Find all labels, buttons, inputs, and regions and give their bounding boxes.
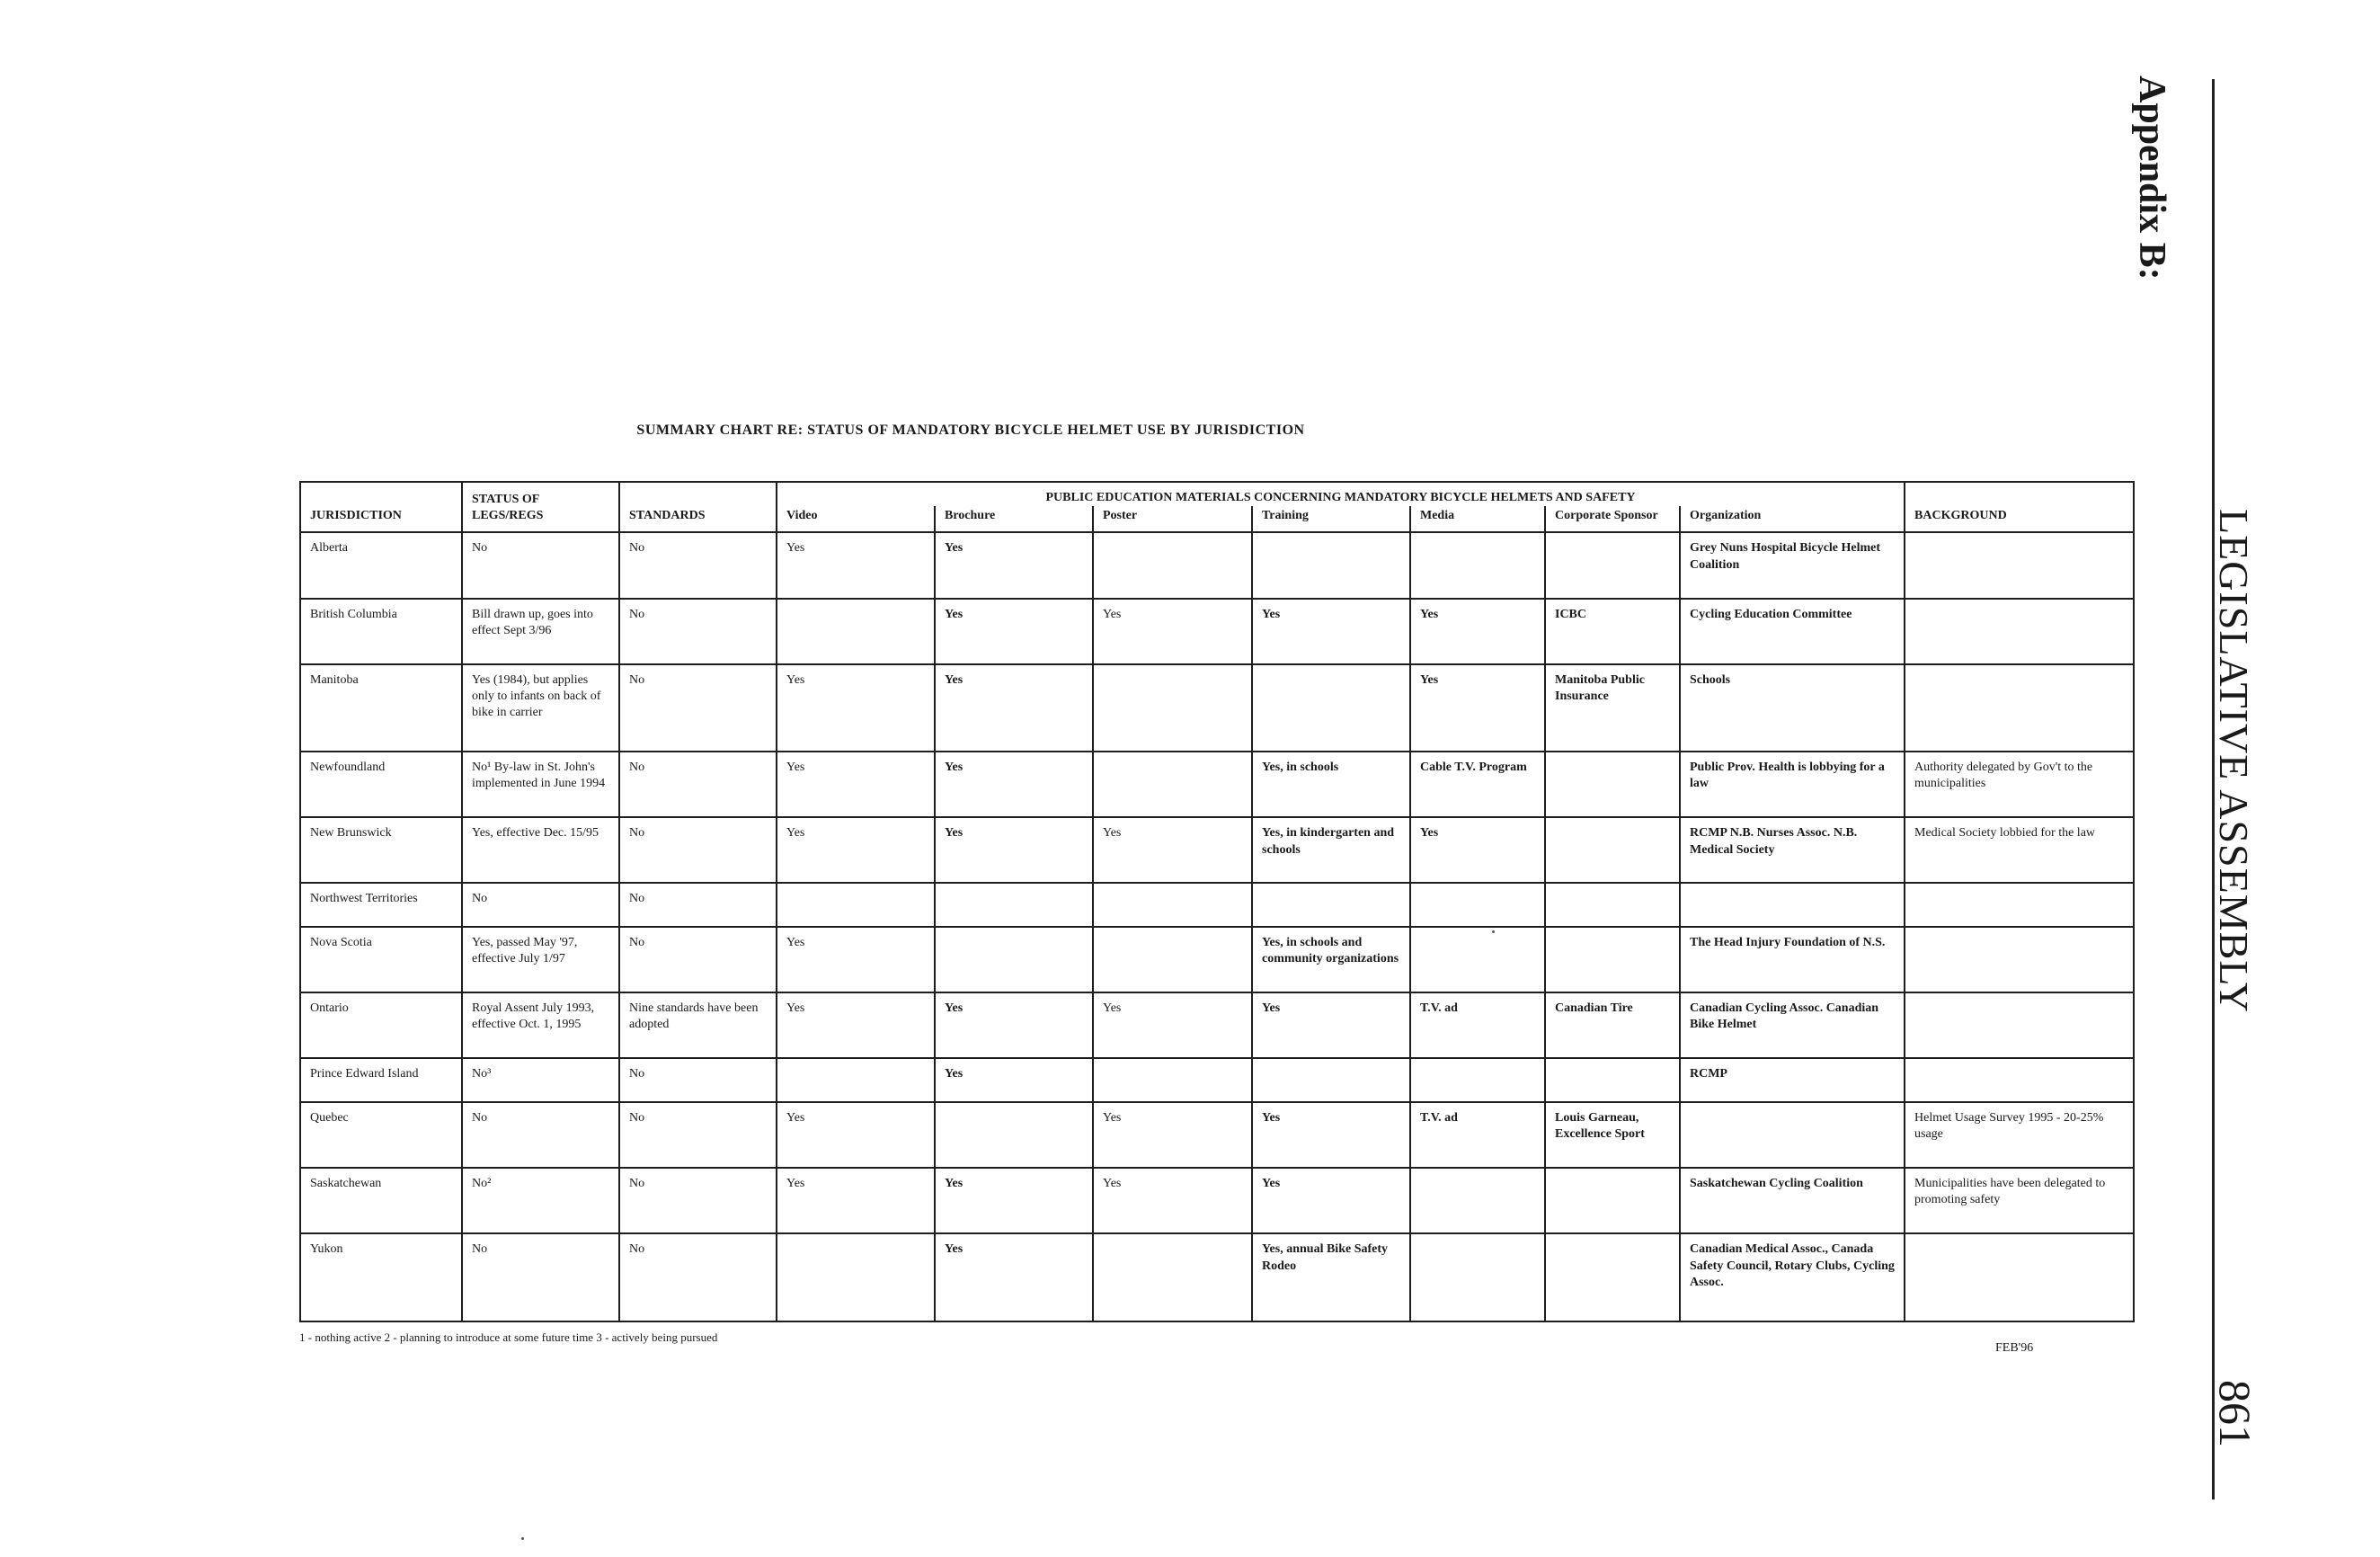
cell-background: Medical Society lobbied for the law (1905, 817, 2134, 883)
footnote: 1 - nothing active 2 - planning to introduce at some future time 3 - actively being pursued (299, 1330, 718, 1344)
cell-background: Helmet Usage Survey 1995 - 20-25% usage (1905, 1102, 2134, 1168)
cell-media: T.V. ad (1410, 992, 1545, 1058)
cell-media: Yes (1410, 817, 1545, 883)
cell-poster: Yes (1093, 817, 1252, 883)
cell-sponsor (1545, 927, 1680, 992)
cell-poster (1093, 1058, 1252, 1102)
cell-video: Yes (777, 992, 935, 1058)
header-status: STATUS OF LEGS/REGS (462, 482, 619, 532)
cell-jurisdiction: Quebec (300, 1102, 462, 1168)
summary-table (299, 481, 2135, 1322)
cell-brochure: Yes (935, 599, 1093, 664)
cell-organization: Grey Nuns Hospital Bicycle Helmet Coalition (1680, 532, 1905, 598)
cell-sponsor (1545, 1233, 1680, 1321)
cell-sponsor (1545, 883, 1680, 927)
cell-poster (1093, 532, 1252, 598)
cell-brochure: Yes (935, 817, 1093, 883)
cell-status: No² (462, 1168, 619, 1233)
cell-status: No (462, 1233, 619, 1321)
cell-training (1252, 1058, 1410, 1102)
cell-standards: No (619, 1102, 777, 1168)
header-public-education: PUBLIC EDUCATION MATERIALS CONCERNING MANDATORY BICYCLE HELMETS AND SAFETY (777, 482, 1905, 506)
cell-poster (1093, 1233, 1252, 1321)
cell-media (1410, 883, 1545, 927)
cell-standards: No (619, 1058, 777, 1102)
table-row (300, 1102, 2134, 1168)
header-organization: Organization (1680, 506, 1905, 532)
cell-poster: Yes (1093, 1168, 1252, 1233)
cell-standards: No (619, 927, 777, 992)
cell-brochure: Yes (935, 532, 1093, 598)
cell-training (1252, 883, 1410, 927)
table-row (300, 927, 2134, 992)
cell-video (777, 1233, 935, 1321)
cell-jurisdiction: Alberta (300, 532, 462, 598)
cell-video: Yes (777, 1102, 935, 1168)
cell-poster (1093, 664, 1252, 752)
cell-standards: No (619, 1168, 777, 1233)
cell-status: Yes, passed May '97, effective July 1/97 (462, 927, 619, 992)
cell-poster (1093, 883, 1252, 927)
cell-video: Yes (777, 532, 935, 598)
cell-sponsor: Louis Garneau, Excellence Sport (1545, 1102, 1680, 1168)
table-row (300, 664, 2134, 752)
cell-organization: Schools (1680, 664, 1905, 752)
cell-background (1905, 927, 2134, 992)
scan-speck (521, 1537, 524, 1540)
header-poster: Poster (1093, 506, 1252, 532)
cell-background: Authority delegated by Gov't to the municipalities (1905, 752, 2134, 817)
cell-background: Municipalities have been delegated to promoting safety (1905, 1168, 2134, 1233)
scan-speck (1492, 930, 1495, 933)
table-row (300, 532, 2134, 598)
table-row (300, 883, 2134, 927)
header-media: Media (1410, 506, 1545, 532)
cell-sponsor: Manitoba Public Insurance (1545, 664, 1680, 752)
cell-brochure (935, 883, 1093, 927)
cell-brochure: Yes (935, 664, 1093, 752)
cell-training: Yes (1252, 599, 1410, 664)
cell-media (1410, 532, 1545, 598)
cell-brochure: Yes (935, 752, 1093, 817)
cell-jurisdiction: New Brunswick (300, 817, 462, 883)
cell-media (1410, 1168, 1545, 1233)
cell-sponsor (1545, 752, 1680, 817)
cell-jurisdiction: Ontario (300, 992, 462, 1058)
cell-training (1252, 532, 1410, 598)
cell-standards: No (619, 599, 777, 664)
cell-video: Yes (777, 817, 935, 883)
cell-jurisdiction: Nova Scotia (300, 927, 462, 992)
cell-jurisdiction: British Columbia (300, 599, 462, 664)
cell-jurisdiction: Saskatchewan (300, 1168, 462, 1233)
cell-status: Royal Assent July 1993, effective Oct. 1, 1995 (462, 992, 619, 1058)
cell-brochure: Yes (935, 1058, 1093, 1102)
cell-training: Yes, in schools and community organizations (1252, 927, 1410, 992)
cell-standards: No (619, 532, 777, 598)
cell-sponsor: ICBC (1545, 599, 1680, 664)
cell-training: Yes (1252, 992, 1410, 1058)
cell-training: Yes (1252, 1102, 1410, 1168)
cell-standards: No (619, 817, 777, 883)
page-number: 861 (2210, 1380, 2260, 1447)
header-background: BACKGROUND (1905, 482, 2134, 532)
cell-background (1905, 532, 2134, 598)
cell-jurisdiction: Yukon (300, 1233, 462, 1321)
appendix-heading: Appendix B: (2131, 76, 2172, 280)
header-training: Training (1252, 506, 1410, 532)
table-row (300, 599, 2134, 664)
cell-poster: Yes (1093, 992, 1252, 1058)
cell-video (777, 883, 935, 927)
cell-sponsor (1545, 817, 1680, 883)
cell-standards: No (619, 752, 777, 817)
cell-organization (1680, 1102, 1905, 1168)
header-standards: STANDARDS (619, 482, 777, 532)
chart-title: SUMMARY CHART RE: STATUS OF MANDATORY BICYCLE HELMET USE BY JURISDICTION (636, 423, 1305, 438)
cell-organization: Canadian Cycling Assoc. Canadian Bike Helmet (1680, 992, 1905, 1058)
cell-jurisdiction: Manitoba (300, 664, 462, 752)
cell-status: Yes (1984), but applies only to infants on back of bike in carrier (462, 664, 619, 752)
cell-training: Yes, in kindergarten and schools (1252, 817, 1410, 883)
cell-sponsor (1545, 1168, 1680, 1233)
cell-poster: Yes (1093, 599, 1252, 664)
cell-organization: Saskatchewan Cycling Coalition (1680, 1168, 1905, 1233)
cell-media: Cable T.V. Program (1410, 752, 1545, 817)
cell-media (1410, 1233, 1545, 1321)
cell-background (1905, 992, 2134, 1058)
cell-media: Yes (1410, 599, 1545, 664)
cell-brochure: Yes (935, 1233, 1093, 1321)
table-row (300, 752, 2134, 817)
cell-standards: No (619, 664, 777, 752)
cell-organization: Cycling Education Committee (1680, 599, 1905, 664)
cell-training (1252, 664, 1410, 752)
cell-background (1905, 883, 2134, 927)
cell-brochure (935, 1102, 1093, 1168)
cell-video (777, 599, 935, 664)
cell-sponsor (1545, 532, 1680, 598)
cell-organization: Public Prov. Health is lobbying for a law (1680, 752, 1905, 817)
cell-organization (1680, 883, 1905, 927)
cell-media (1410, 927, 1545, 992)
cell-status: No (462, 883, 619, 927)
cell-standards: No (619, 1233, 777, 1321)
cell-organization: RCMP (1680, 1058, 1905, 1102)
table-row (300, 992, 2134, 1058)
cell-background (1905, 664, 2134, 752)
header-video: Video (777, 506, 935, 532)
cell-poster: Yes (1093, 1102, 1252, 1168)
cell-video: Yes (777, 1168, 935, 1233)
table-row (300, 817, 2134, 883)
cell-poster (1093, 752, 1252, 817)
cell-sponsor (1545, 1058, 1680, 1102)
cell-brochure: Yes (935, 992, 1093, 1058)
cell-status: Bill drawn up, goes into effect Sept 3/96 (462, 599, 619, 664)
cell-jurisdiction: Prince Edward Island (300, 1058, 462, 1102)
cell-brochure: Yes (935, 1168, 1093, 1233)
cell-sponsor: Canadian Tire (1545, 992, 1680, 1058)
table-row (300, 1233, 2134, 1321)
cell-background (1905, 599, 2134, 664)
header-sponsor: Corporate Sponsor (1545, 506, 1680, 532)
date-note: FEB'96 (1995, 1341, 2034, 1355)
cell-status: No¹ By-law in St. John's implemented in June 1994 (462, 752, 619, 817)
cell-media (1410, 1058, 1545, 1102)
cell-training: Yes, in schools (1252, 752, 1410, 817)
cell-organization: Canadian Medical Assoc., Canada Safety Council, Rotary Clubs, Cycling Assoc. (1680, 1233, 1905, 1321)
cell-video: Yes (777, 664, 935, 752)
cell-brochure (935, 927, 1093, 992)
cell-jurisdiction: Newfoundland (300, 752, 462, 817)
cell-standards: No (619, 883, 777, 927)
running-header: LEGISLATIVE ASSEMBLY (2211, 509, 2257, 1014)
cell-media: Yes (1410, 664, 1545, 752)
cell-status: No³ (462, 1058, 619, 1102)
cell-video: Yes (777, 752, 935, 817)
cell-status: No (462, 1102, 619, 1168)
cell-organization: The Head Injury Foundation of N.S. (1680, 927, 1905, 992)
cell-background (1905, 1058, 2134, 1102)
cell-jurisdiction: Northwest Territories (300, 883, 462, 927)
cell-video (777, 1058, 935, 1102)
cell-status: No (462, 532, 619, 598)
cell-standards: Nine standards have been adopted (619, 992, 777, 1058)
header-jurisdiction: JURISDICTION (300, 482, 462, 532)
cell-media: T.V. ad (1410, 1102, 1545, 1168)
cell-organization: RCMP N.B. Nurses Assoc. N.B. Medical Society (1680, 817, 1905, 883)
cell-training: Yes (1252, 1168, 1410, 1233)
table-row (300, 1058, 2134, 1102)
cell-background (1905, 1233, 2134, 1321)
cell-video: Yes (777, 927, 935, 992)
cell-poster (1093, 927, 1252, 992)
header-brochure: Brochure (935, 506, 1093, 532)
cell-training: Yes, annual Bike Safety Rodeo (1252, 1233, 1410, 1321)
cell-status: Yes, effective Dec. 15/95 (462, 817, 619, 883)
table-row (300, 1168, 2134, 1233)
